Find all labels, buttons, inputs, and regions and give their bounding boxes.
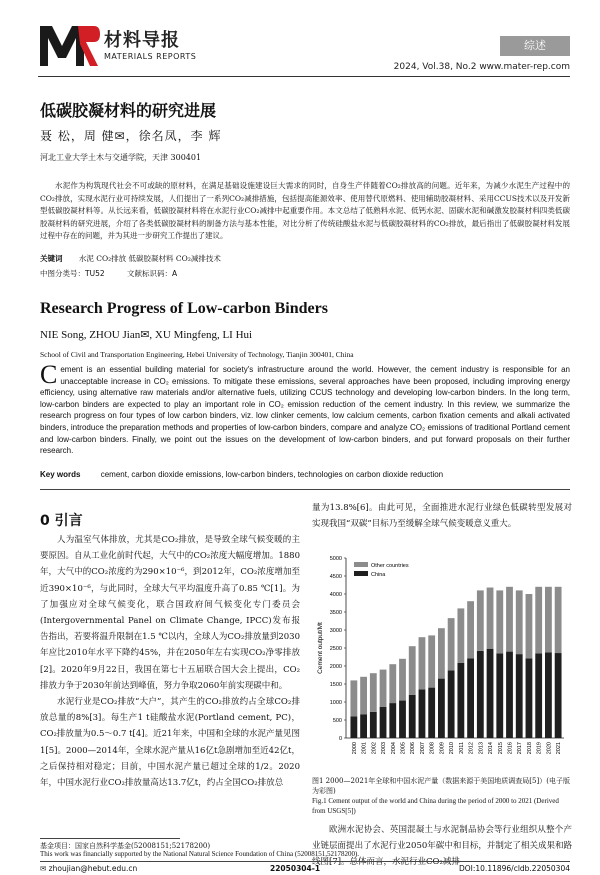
- bar-other-countries: [380, 670, 387, 707]
- x-tick-label: 2014: [488, 742, 495, 755]
- x-tick-label: 2019: [536, 742, 543, 755]
- bar-china: [545, 652, 552, 738]
- left-column: [40, 532, 300, 791]
- legend-label-other: Other countries: [371, 563, 409, 569]
- bar-other-countries: [438, 628, 445, 678]
- x-tick-label: 2013: [478, 742, 485, 755]
- y-tick-label: 5000: [329, 556, 342, 562]
- bar-other-countries: [506, 587, 513, 652]
- bar-other-countries: [409, 646, 416, 695]
- x-tick-label: 2007: [419, 742, 426, 755]
- bar-china: [370, 712, 377, 738]
- bar-china: [526, 658, 533, 738]
- journal-logo: [38, 22, 100, 68]
- bar-china: [428, 688, 435, 738]
- bar-other-countries: [467, 601, 474, 658]
- bar-other-countries: [496, 590, 503, 653]
- x-tick-label: 2015: [497, 742, 504, 755]
- class-number: 中图分类号：TU52: [40, 269, 105, 278]
- bar-china: [419, 689, 426, 738]
- funding-cn: 基金项目：国家自然科学基金(52008151;52178200): [40, 842, 211, 850]
- y-tick-label: 3500: [329, 610, 342, 616]
- bar-china: [448, 670, 455, 738]
- keywords-value-cn: 水泥 CO₂排放 低碳胶凝材料 CO₂减排技术: [78, 254, 221, 263]
- authors-cn: 聂 松，周 健✉，徐名凤，李 辉: [40, 129, 222, 143]
- keywords-label-cn: 关键词: [40, 254, 63, 263]
- bar-other-countries: [448, 618, 455, 670]
- journal-name-en: MATERIALS REPORTS: [104, 52, 197, 61]
- bar-china: [516, 654, 523, 738]
- x-tick-label: 2017: [517, 742, 524, 755]
- y-tick-label: 4500: [329, 574, 342, 580]
- cement-output-chart: [312, 552, 572, 774]
- x-tick-label: 2004: [390, 742, 397, 755]
- keywords-label-en: Key words: [40, 470, 81, 479]
- bar-china: [496, 653, 503, 738]
- keywords-en: [40, 470, 443, 479]
- bar-china: [555, 653, 562, 738]
- figure-caption-en: Fig.1 Cement output of the world and China during the period of 2000 to 2021 (Derived from USGS[5]): [312, 797, 559, 815]
- bar-china: [409, 695, 416, 738]
- keywords-value-en: cement, carbon dioxide emissions, low-carbon binders, technologies on carbon dioxide reduction: [100, 470, 444, 479]
- bar-other-countries: [370, 673, 377, 712]
- x-tick-label: 2009: [439, 742, 446, 755]
- funding-en: This work was financially supported by the National Natural Science Foundation of China (52008151,52178200).: [40, 850, 360, 858]
- abstract-cn: 水泥作为构筑现代社会不可或缺的原材料，在满足基础设施建设巨大需求的同时，自身生产伴随着CO₂排放高的问题。近年来，为减少水泥生产过程中的CO₂排放，实现水泥行业可持续发展，人们提出了一系列CO₂减排措施，包括提高能源效率、使用替代原燃料、使用辅助胶凝材料、采用CCUS技术以及开发新型低碳胶凝材料等。从长远来看，低碳胶凝材料将在水泥行业CO₂减排中起重要作用。本文总结了低熟料水泥、低钙水泥、固碳水泥和碱激发胶凝材料四类低碳胶凝材料的研究进展，介绍了各类低碳胶凝材料的制备方法与基本性能，对比分析了传统硅酸盐水泥与低碳胶凝材料的CO₂排放，最后指出了低碳胶凝材料发展过程中存在的问题，并为其进一步研究工作提出了建议。: [40, 181, 570, 240]
- x-tick-label: 2001: [361, 742, 368, 755]
- x-tick-label: 2020: [546, 742, 553, 755]
- bar-china: [389, 703, 396, 738]
- page-footer: [40, 864, 570, 874]
- footnote-rule: [40, 838, 180, 839]
- bar-other-countries: [389, 664, 396, 703]
- affiliation-en: School of Civil and Transportation Engineering, Hebei University of Technology, Tianjin 300401, China: [40, 350, 354, 359]
- legend-swatch-china: [354, 571, 368, 576]
- bar-china: [399, 701, 406, 738]
- journal-name-cn: 材料导报: [104, 30, 180, 51]
- page-id: 22050304-1: [270, 864, 321, 873]
- y-tick-label: 3000: [329, 628, 342, 634]
- bar-china: [457, 663, 464, 738]
- affiliation-cn: 河北工业大学土木与交通学院，天津 300401: [40, 153, 202, 162]
- title-en: Research Progress of Low-carbon Binders: [40, 300, 328, 317]
- document-code: 文献标识码：A: [127, 269, 178, 278]
- bar-other-countries: [516, 590, 523, 654]
- x-tick-label: 2005: [400, 742, 407, 755]
- bar-other-countries: [428, 635, 435, 687]
- bar-other-countries: [457, 608, 464, 662]
- bar-other-countries: [360, 677, 367, 714]
- authors-en: NIE Song, ZHOU Jian✉, XU Mingfeng, LI Hui: [40, 329, 253, 341]
- bar-china: [535, 653, 542, 738]
- bar-other-countries: [399, 659, 406, 701]
- x-tick-label: 2021: [556, 742, 563, 755]
- section-tag: 综述: [500, 36, 570, 56]
- legend-label-china: China: [371, 572, 386, 578]
- title-cn: 低碳胶凝材料的研究进展: [40, 101, 217, 120]
- bar-china: [487, 649, 494, 738]
- bar-other-countries: [526, 594, 533, 658]
- keywords-cn: [40, 253, 221, 264]
- figure-caption-cn: 图1 2000—2021年全球和中国水泥产量（数据来源于美国地质调查局[5]）(电子版为彩图): [312, 777, 570, 795]
- x-tick-label: 2003: [381, 742, 388, 755]
- x-tick-label: 2010: [449, 742, 456, 755]
- figure-caption: [312, 776, 574, 816]
- bar-other-countries: [555, 587, 562, 653]
- bar-other-countries: [350, 680, 357, 716]
- paragraph: 欧洲水泥协会、英国混凝土与水泥制品协会等行业组织从整个产业链层面提出了水泥行业2050年碳中和目标，并制定了相关成果和路线图[7]。总体而言，水泥行业CO₂减排: [312, 825, 572, 868]
- y-axis-label: Cement output/Mt: [317, 622, 324, 674]
- bar-china: [438, 679, 445, 738]
- x-tick-label: 2012: [468, 742, 475, 755]
- bar-china: [506, 652, 513, 738]
- bar-other-countries: [535, 587, 542, 654]
- bar-other-countries: [487, 588, 494, 649]
- abstract-en: [40, 360, 570, 457]
- contact-email: ✉ zhoujian@hebut.edu.cn: [40, 864, 138, 873]
- y-tick-label: 1500: [329, 682, 342, 688]
- section-heading: 0 引言: [40, 513, 83, 529]
- bar-other-countries: [477, 590, 484, 650]
- bar-china: [380, 707, 387, 738]
- right-column-intro: 量为13.8%[6]。由此可见，全面推进水泥行业绿色低碳转型发展对实现我国“双碳”目标乃至缓解全球气候变暖意义重大。: [312, 503, 572, 530]
- y-tick-label: 0: [338, 736, 342, 742]
- bar-china: [360, 714, 367, 738]
- y-tick-label: 2000: [329, 664, 342, 670]
- bar-china: [477, 651, 484, 738]
- x-tick-label: 2016: [507, 742, 514, 755]
- bar-china: [467, 658, 474, 738]
- x-tick-label: 2002: [371, 742, 378, 755]
- bar-other-countries: [419, 637, 426, 689]
- abstract-divider: [40, 489, 570, 490]
- x-tick-label: 2011: [458, 742, 465, 754]
- drop-cap: C: [40, 360, 58, 389]
- x-tick-label: 2018: [526, 742, 533, 755]
- bar-china: [350, 716, 357, 738]
- y-tick-label: 1000: [329, 700, 342, 706]
- y-tick-label: 2500: [329, 646, 342, 652]
- bar-other-countries: [545, 587, 552, 653]
- paragraph: 人为温室气体排放，尤其是CO₂排放，是导致全球气候变暖的主要原因。自从工业化前时代起，大气中的CO₂浓度大幅度增加。1880年，大气中的CO₂浓度约为290×10⁻⁶，到2012年，CO₂浓度增加至近390×10⁻⁶，与此同时，全球大气平均温度升高了0.85 ℃[1]。为了加强应对全球气候变化，联合国政府间气候变化专门委员会(Intergovernmental Panel on Climate Change, IPCC)发布报告指出，若要将温升限制在1.5 ℃以内，全球人为CO₂排放量到2030年应比2010年水平下降约45%，并在2050年左右实现CO₂净零排放[2]。2020年9月22日，我国在第七十五届联合国大会上提出，CO₂排放力争于2030年前达到峰值，努力争取2060年前实现碳中和。: [40, 535, 300, 691]
- footer-rule: [40, 861, 570, 862]
- x-tick-label: 2006: [410, 742, 417, 755]
- issue-line: 2024, Vol.38, No.2 www.mater-rep.com: [393, 62, 570, 72]
- legend-swatch-other: [354, 562, 368, 567]
- paragraph: 水泥行业是CO₂排放“大户”，其产生的CO₂排放约占全球CO₂排放总量的8%[3]。每生产1 t硅酸盐水泥(Portland cement, PC)，CO₂排放量为0.5～0.7 t[4]。近21年来，中国和全球的水泥产量见图1[5]。2000—2014年，全球水泥产量从16亿t急剧增加至近42亿t，之后保持相对稳定；目前，中国水泥产量已超过全球的1/2。2020年，中国水泥行业CO₂排放量高达13.7亿t，约占全国CO₂排放总: [40, 697, 300, 789]
- classification: [40, 268, 197, 279]
- doi: DOI:10.11896/cldb.22050304: [458, 864, 570, 873]
- header-rule: [38, 76, 570, 77]
- abstract-en-text: ement is an essential building material for society's infrastructure around the world. However, the cement industry is responsible for an unacceptable increase in CO₂ emissions. To mitigate these emissions, several approaches have been proposed, including improving energy efficiency, using alternative raw materials and/or alternative fuels, utilizing CCUS technology and developing low-carbon binders. In the long term, low-carbon binders are expected to play an important role in CO₂ emission reduction of the cement industry. In this review, we summarize the research progress on four types of low carbon binders, viz. low clinker cements, low calcium cements, carbon fixation cements and alkali activated binders, introduce the preparation methods and properties of low-carbon binders, compare and analyze CO₂ emissions of traditional Portland cement and low-carbon binders. Finally, we point out the issues on the development of low-carbon binders, and put forward proposals on their further research.: [40, 365, 570, 456]
- y-tick-label: 4000: [329, 592, 342, 598]
- y-tick-label: 500: [332, 718, 342, 724]
- x-tick-label: 2008: [429, 742, 436, 755]
- x-tick-label: 2000: [351, 742, 358, 755]
